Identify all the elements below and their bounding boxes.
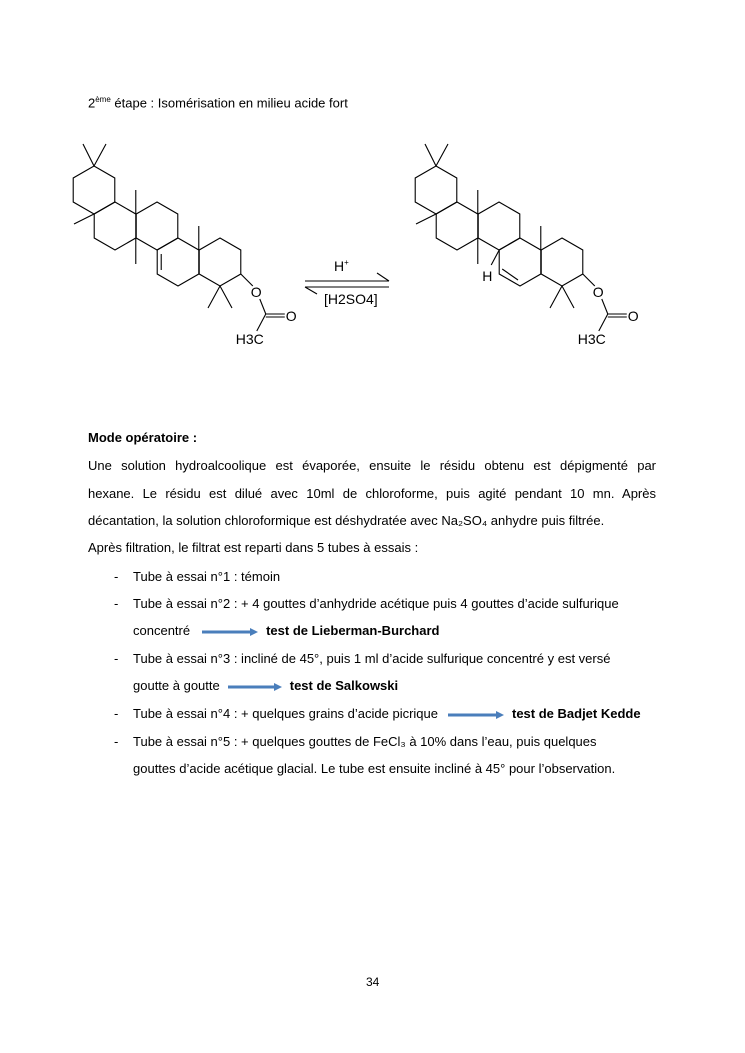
tube-4-text: Tube à essai n°4 : + quelques grains d’acide picrique xyxy=(133,706,438,721)
methyl xyxy=(550,286,562,308)
paragraph-line: Une solution hydroalcoolique est évaporée, ensuite le résidu obtenu est dépigmenté par xyxy=(88,458,656,473)
test-name: test de Lieberman-Burchard xyxy=(266,623,440,638)
tube-5: Tube à essai n°5 : + quelques gouttes de FeCl₃ à 10% dans l’eau, puis quelques xyxy=(133,734,597,749)
tube-1: Tube à essai n°1 : témoin xyxy=(133,569,281,584)
tube-4 xyxy=(133,706,641,722)
methyl xyxy=(94,144,106,166)
bullet: - xyxy=(114,706,119,721)
methyl xyxy=(416,214,436,224)
tube-2-cont xyxy=(133,623,439,639)
tube-5-cont: gouttes d’acide acétique glacial. Le tube est ensuite incliné à 45° pour l’observation. xyxy=(133,761,616,776)
methyl-bond xyxy=(599,314,608,331)
ring-A xyxy=(415,166,457,214)
methyl xyxy=(208,286,220,308)
paragraph-line: Après filtration, le filtrat est reparti dans 5 tubes à essais : xyxy=(88,540,419,555)
ring-C xyxy=(136,202,178,250)
test-name: test de Badjet Kedde xyxy=(512,706,641,721)
ring-A xyxy=(73,166,115,214)
tube-3: Tube à essai n°3 : incliné de 45°, puis 1 ml d’acide sulfurique concentré y est versé xyxy=(133,651,611,666)
tube-2-text: concentré xyxy=(133,623,191,638)
step-number: 2 xyxy=(88,95,96,111)
double-bond xyxy=(502,269,518,280)
ring-B xyxy=(94,202,136,250)
tube-3-text: goutte à goutte xyxy=(133,678,220,693)
reaction-scheme xyxy=(0,0,745,400)
methyl-label: H3C xyxy=(235,331,264,347)
blue-arrow-icon xyxy=(202,628,258,636)
bullet: - xyxy=(114,734,119,749)
paragraph-line: décantation, la solution chloroformique est déshydratée avec Na₂SO₄ anhydre puis filtrée. xyxy=(88,513,605,528)
blue-arrow-icon xyxy=(228,683,282,691)
tube-3-cont xyxy=(133,678,398,694)
bullet: - xyxy=(114,651,119,666)
tube-2: Tube à essai n°2 : + 4 gouttes d’anhydride acétique puis 4 gouttes d’acide sulfurique xyxy=(133,596,619,611)
methyl-label: H3C xyxy=(577,331,606,347)
hydrogen-label: H xyxy=(482,268,493,284)
carbonyl-oxygen-label: O xyxy=(285,308,297,324)
ester-bond xyxy=(260,299,266,314)
step-sup: ème xyxy=(95,95,111,104)
carbonyl-oxygen-label: O xyxy=(627,308,639,324)
ring-B xyxy=(436,202,478,250)
ring-D xyxy=(499,238,541,286)
methyl-bond xyxy=(257,314,266,331)
ring-E xyxy=(541,238,583,286)
oxygen-label: O xyxy=(592,284,604,300)
catalyst-h: H+ xyxy=(334,258,349,274)
page-number: 34 xyxy=(366,975,380,989)
bullet: - xyxy=(114,569,119,584)
product-structure xyxy=(415,144,639,347)
methyl xyxy=(83,144,94,166)
methyl xyxy=(220,286,232,308)
test-name: test de Salkowski xyxy=(289,678,399,693)
step-title: étape : Isomérisation en milieu acide fort xyxy=(110,95,348,111)
mode-title: Mode opératoire : xyxy=(88,430,198,445)
methyl xyxy=(562,286,574,308)
oxygen-label: O xyxy=(250,284,262,300)
ring-E xyxy=(199,238,241,286)
reactant-structure xyxy=(73,144,297,347)
blue-arrow-icon xyxy=(448,711,504,719)
paragraph-line: hexane. Le résidu est dilué avec 10ml de chloroforme, puis agité pendant 10 mn. Après xyxy=(88,486,656,501)
methyl xyxy=(425,144,436,166)
hydrogen-bond xyxy=(491,250,499,265)
methyl xyxy=(436,144,448,166)
bullet: - xyxy=(114,596,119,611)
methyl xyxy=(74,214,94,224)
ring-C xyxy=(478,202,520,250)
catalyst-h2so4: [H2SO4] xyxy=(324,291,378,307)
ester-bond xyxy=(602,299,608,314)
ring-D xyxy=(157,238,199,286)
